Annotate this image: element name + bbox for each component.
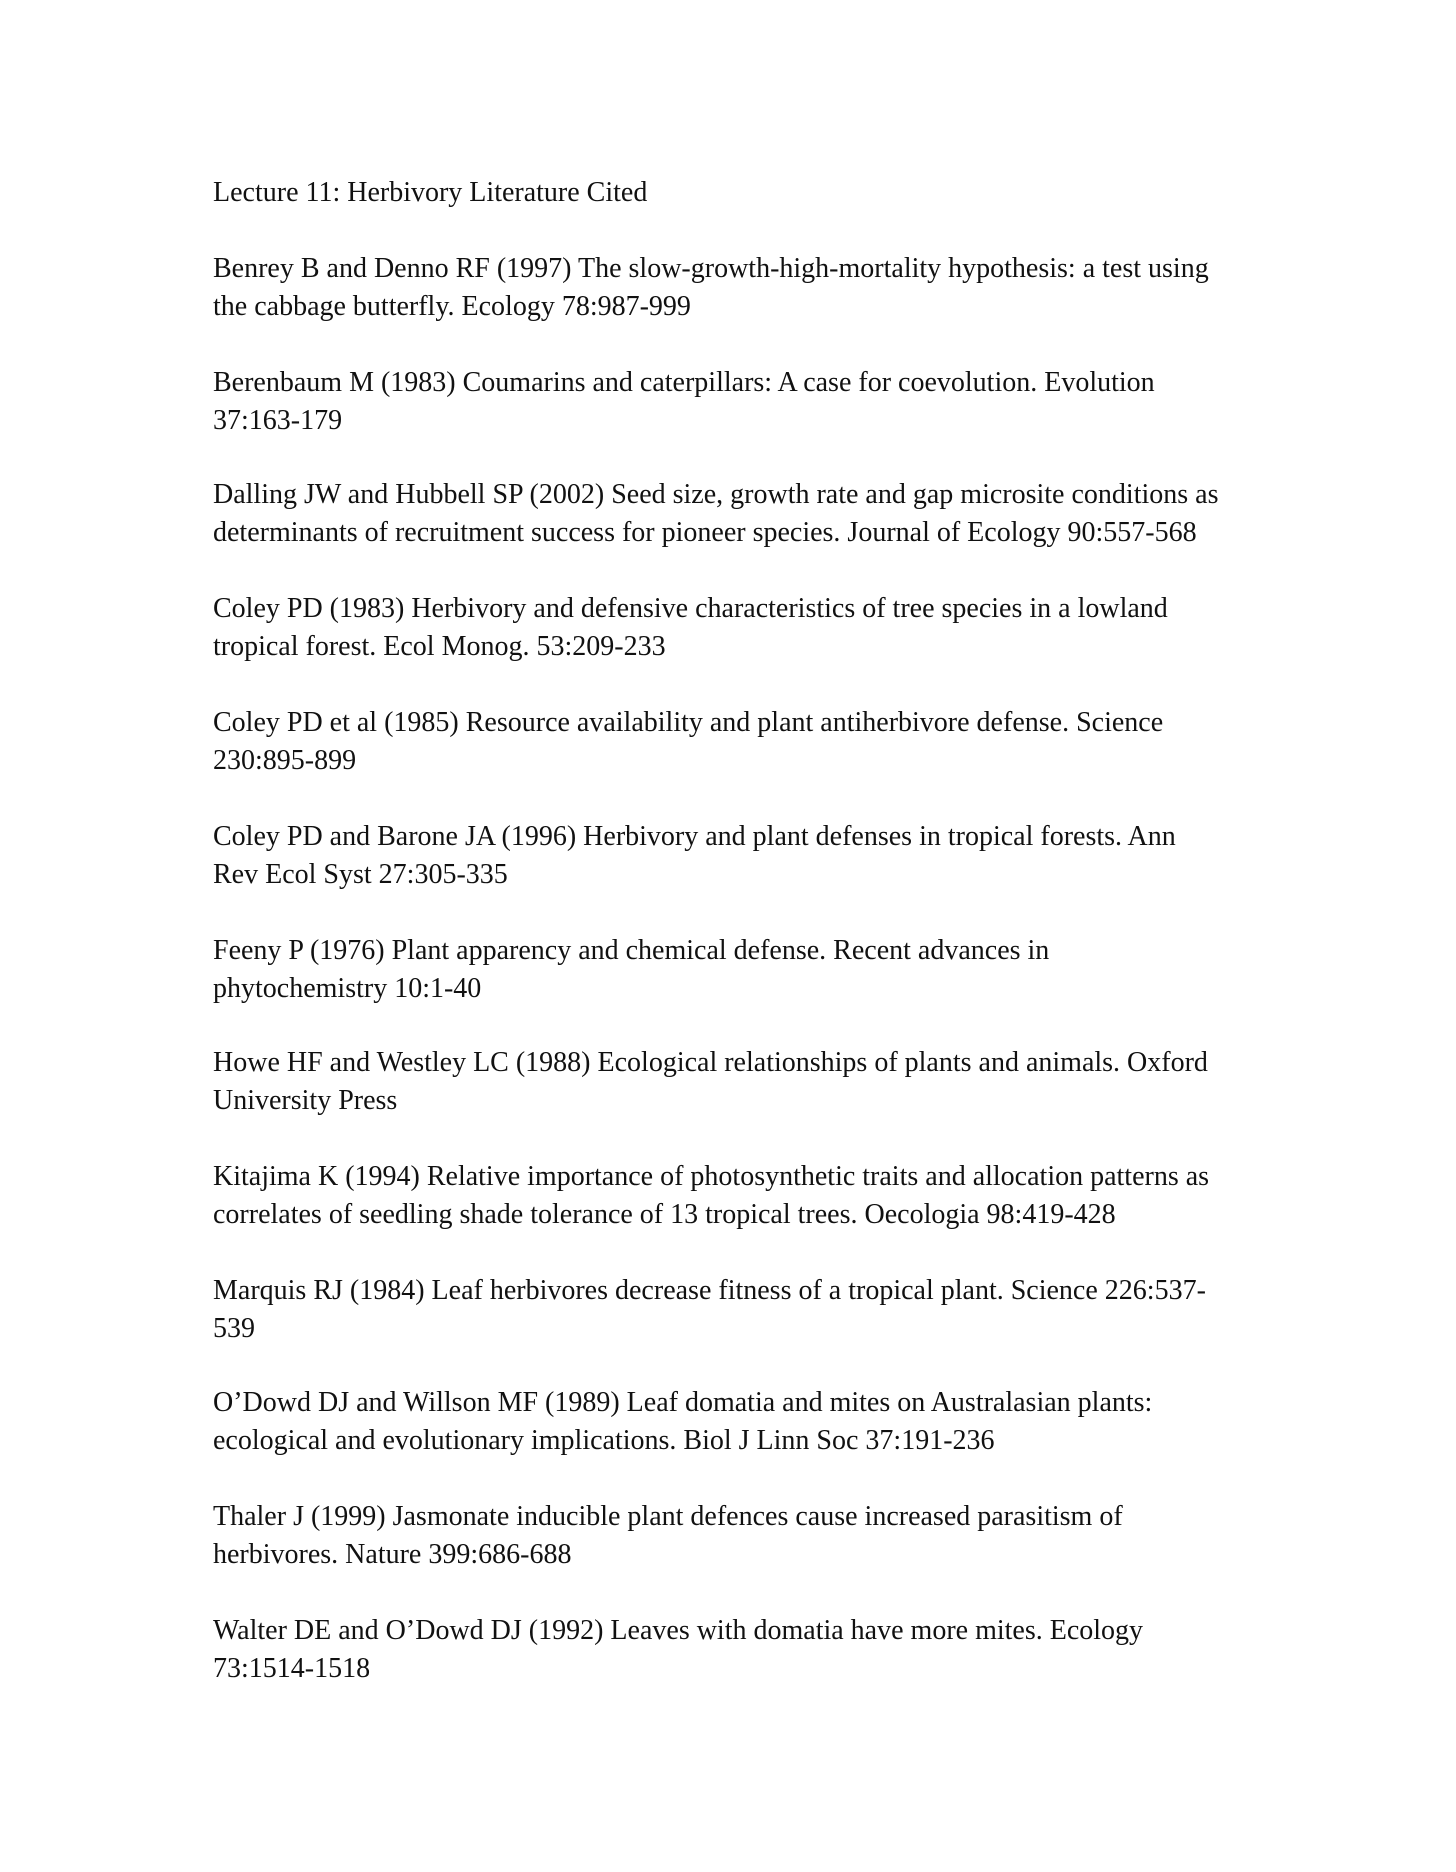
reference-entry <box>213 1384 1243 1460</box>
reference-entry <box>213 476 1243 552</box>
reference-line: Rev Ecol Syst 27:305-335 <box>213 859 508 890</box>
reference-line: correlates of seedling shade tolerance of 13 tropical trees. Oecologia 98:419-428 <box>213 1199 1116 1230</box>
reference-entry <box>213 364 1243 440</box>
reference-line: determinants of recruitment success for pioneer species. Journal of Ecology 90:557-568 <box>213 517 1197 548</box>
reference-entry <box>213 1044 1243 1120</box>
reference-line: herbivores. Nature 399:686-688 <box>213 1539 572 1570</box>
reference-entry <box>213 932 1243 1008</box>
reference-entry <box>213 590 1243 666</box>
reference-line: 539 <box>213 1313 255 1344</box>
reference-entry <box>213 1498 1243 1574</box>
reference-line: Feeny P (1976) Plant apparency and chemical defense. Recent advances in <box>213 935 1050 966</box>
reference-line: Marquis RJ (1984) Leaf herbivores decrease fitness of a tropical plant. Science 226:537- <box>213 1275 1206 1306</box>
reference-line: phytochemistry 10:1-40 <box>213 973 482 1004</box>
reference-entry <box>213 704 1243 780</box>
reference-line: 37:163-179 <box>213 405 343 436</box>
reference-line: Coley PD et al (1985) Resource availability and plant antiherbivore defense. Science <box>213 707 1164 738</box>
reference-line: Kitajima K (1994) Relative importance of photosynthetic traits and allocation patterns as <box>213 1161 1210 1192</box>
reference-line: ecological and evolutionary implications. Biol J Linn Soc 37:191-236 <box>213 1425 995 1456</box>
reference-entry <box>213 1272 1243 1348</box>
page-title: Lecture 11: Herbivory Literature Cited <box>213 177 648 208</box>
reference-entry <box>213 1612 1243 1688</box>
reference-line: 230:895-899 <box>213 745 357 776</box>
reference-entry <box>213 1158 1243 1234</box>
reference-line: Walter DE and O’Dowd DJ (1992) Leaves with domatia have more mites. Ecology <box>213 1615 1144 1646</box>
reference-line: Coley PD and Barone JA (1996) Herbivory and plant defenses in tropical forests. Ann <box>213 821 1176 852</box>
reference-line: Dalling JW and Hubbell SP (2002) Seed size, growth rate and gap microsite conditions as <box>213 479 1219 510</box>
reference-line: Thaler J (1999) Jasmonate inducible plant defences cause increased parasitism of <box>213 1501 1123 1532</box>
reference-line: Coley PD (1983) Herbivory and defensive characteristics of tree species in a lowland <box>213 593 1168 624</box>
reference-line: the cabbage butterfly. Ecology 78:987-999 <box>213 291 691 322</box>
reference-line: Howe HF and Westley LC (1988) Ecological relationships of plants and animals. Oxford <box>213 1047 1208 1078</box>
reference-line: tropical forest. Ecol Monog. 53:209-233 <box>213 631 666 662</box>
reference-line: University Press <box>213 1085 398 1116</box>
reference-entry <box>213 250 1243 326</box>
reference-line: 73:1514-1518 <box>213 1653 371 1684</box>
reference-line: Benrey B and Denno RF (1997) The slow-growth-high-mortality hypothesis: a test using <box>213 253 1209 284</box>
reference-entry <box>213 818 1243 894</box>
reference-line: O’Dowd DJ and Willson MF (1989) Leaf domatia and mites on Australasian plants: <box>213 1387 1153 1418</box>
reference-line: Berenbaum M (1983) Coumarins and caterpillars: A case for coevolution. Evolution <box>213 367 1155 398</box>
